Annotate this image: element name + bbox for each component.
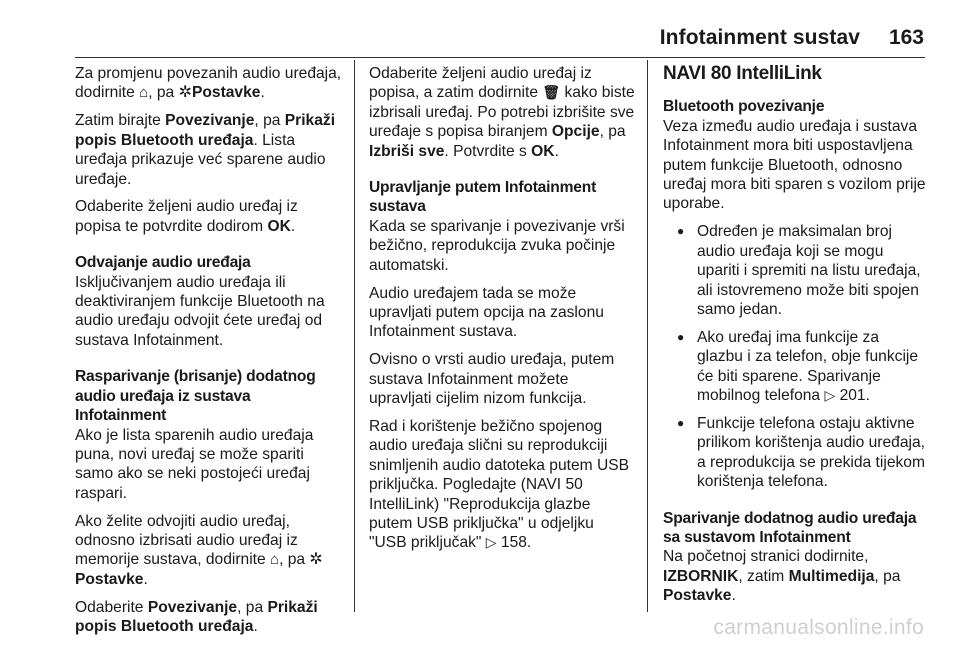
paragraph: Audio uređajem tada se može upravljati putem opcija na zaslonu Infotainment sustava. (369, 284, 604, 341)
column-2 (369, 64, 635, 561)
column-divider-2 (647, 60, 648, 612)
column-divider-1 (354, 60, 355, 612)
page-header (0, 0, 960, 60)
page-number: 163 (888, 26, 924, 49)
paragraph: Ovisno o vrsti audio uređaja, putem sustava Infotainment možete upravljati cijelim nizom funkcija. (369, 351, 615, 408)
paragraph: Odaberite željeni audio uređaj iz popisa te potvrdite dodirom OK. (75, 198, 298, 235)
gear-icon: ✲ (178, 84, 192, 102)
list-item: ● Određen je maksimalan broj audio uređaja koji se mogu upariti i spremiti na listu uređaja, ali istovremeno može biti spojen samo jedan. (663, 222, 927, 319)
paragraph: Zatim birajte Povezivanje, pa Prikaži popis Bluetooth uređaja. Lista uređaja prikazuje već sparene audio uređaje. (75, 112, 336, 188)
paragraph: Ako želite odvojiti audio uređaj, odnosno izbrisati audio uređaj iz memorije sustava, dodirnite ⌂, pa ✲Postavke. (75, 512, 323, 588)
page-reference-icon: ▷ (485, 534, 497, 551)
page-title: Infotainment sustav (659, 26, 860, 49)
paragraph: Odaberite željeni audio uređaj iz popisa, a zatim dodirnite 🗑 kako biste izbrisali uređaj. Po potrebi izbrišite sve uređaje s popisa biranjem Opcije, pa Izbriši sve. Potvrdite s OK. (369, 65, 635, 160)
section-heading: Upravljanje putem Infotainment sustava (369, 179, 597, 216)
paragraph: Isključivanjem audio uređaja ili deaktiviranjem funkcije Bluetooth na audio uređaju odvojit ćete uređaj od sustava Infotainment. (75, 273, 325, 349)
section-heading: Odvajanje audio uređaja (75, 254, 251, 272)
trash-icon: 🗑 (542, 84, 561, 101)
paragraph: Veza između audio uređaja i sustava Infotainment mora biti uspostavljena putem funkcije Bluetooth, odnosno uređaj mora biti sparen s vozilom prije uporabe. (663, 117, 926, 213)
section-heading: Rasparivanje (brisanje) dodatnog audio uređaja iz sustava Infotainment (75, 368, 316, 425)
home-icon: ⌂ (270, 551, 280, 569)
gear-icon: ✲ (309, 551, 323, 569)
list-item: ● Funkcije telefona ostaju aktivne prilikom korištenja audio uređaja, a reprodukcija se prekida tijekom korištenja telefona. (663, 414, 927, 492)
home-icon: ⌂ (139, 84, 149, 102)
column-1 (75, 64, 345, 645)
list-item: ● Ako uređaj ima funkcije za glazbu i za telefon, obje funkcije će biti sparene. Sparivanje mobilnog telefona ▷ 201. (663, 328, 927, 406)
section-heading: Bluetooth povezivanje (663, 98, 825, 116)
column-3 (663, 64, 927, 614)
paragraph: Za promjenu povezanih audio uređaja, dodirnite ⌂, pa ✲Postavke. (75, 65, 342, 102)
header-divider (75, 57, 925, 58)
paragraph: Na početnoj stranici dodirnite, IZBORNIK, zatim Multimedija, pa Postavke. (663, 548, 901, 605)
page-reference-icon: ▷ (824, 387, 836, 404)
paragraph: Kada se sparivanje i povezivanje vrši bežično, reprodukcija zvuka počinje automatski. (369, 217, 625, 274)
paragraph: Odaberite Povezivanje, pa Prikaži popis Bluetooth uređaja. (75, 598, 318, 636)
paragraph: Rad i korištenje bežično spojenog audio uređaja slični su reprodukciji snimljenih audio datoteka putem USB priključka. Pogledajte (NAVI 50 IntelliLink) "Reprodukcija glazbe putem USB priključka" u odjeljku "USB priključak" ▷ 158. (369, 418, 630, 552)
section-title: NAVI 80 IntelliLink (663, 63, 822, 84)
watermark: carmanualsonline.info (713, 616, 924, 639)
paragraph: Ako je lista sparenih audio uređaja puna, novi uređaj se može spariti samo ako se neki postojeći uređaj raspari. (75, 426, 314, 502)
bullet-list (663, 222, 927, 491)
section-heading: Sparivanje dodatnog audio uređaja sa sustavom Infotainment (663, 509, 917, 547)
